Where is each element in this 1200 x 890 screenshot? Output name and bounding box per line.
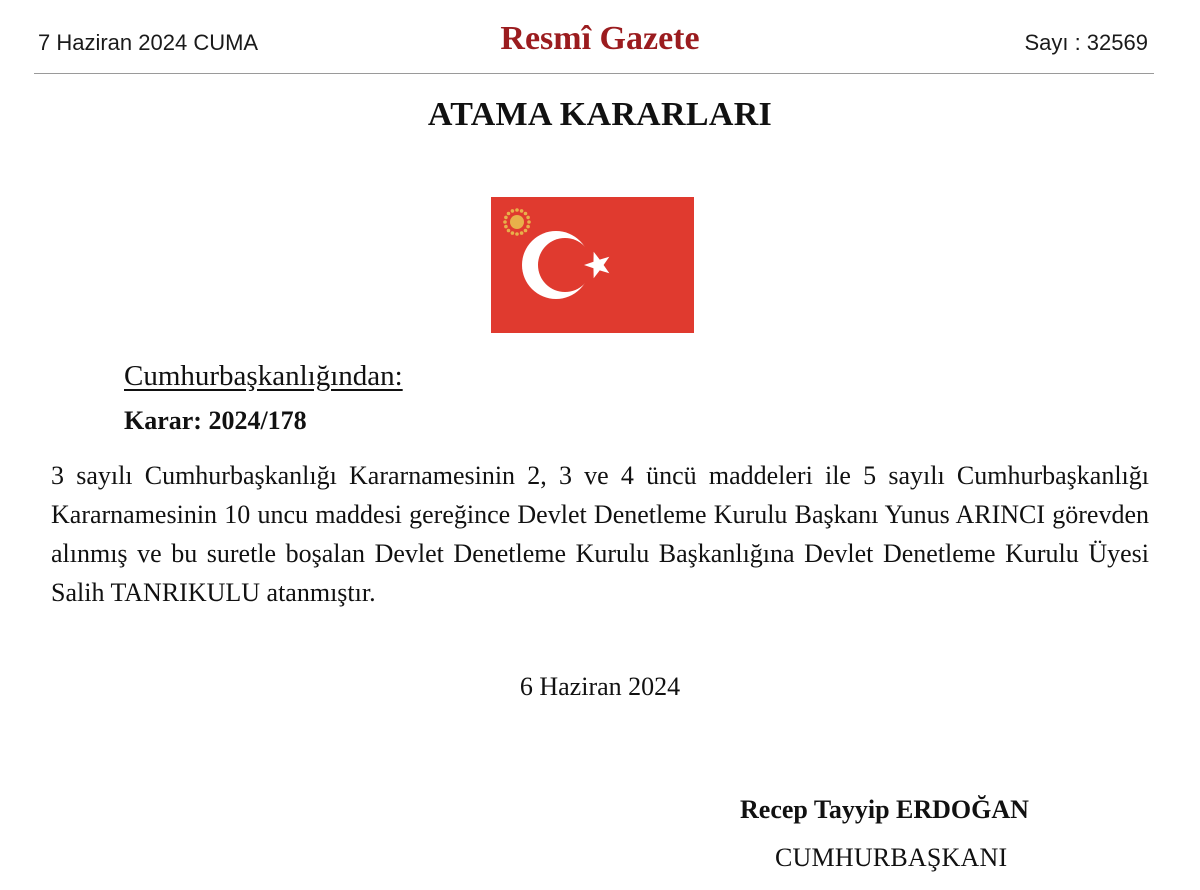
turkish-flag-icon xyxy=(491,197,694,333)
emblem-ray xyxy=(527,220,531,224)
header-divider xyxy=(34,73,1154,74)
emblem-ray xyxy=(507,229,511,233)
document-heading: ATAMA KARARLARI xyxy=(427,96,773,133)
emblem-ray xyxy=(507,212,511,216)
emblem-core xyxy=(510,215,524,229)
emblem-ray xyxy=(526,225,530,229)
emblem-ray xyxy=(511,231,515,235)
header-date: 7 Haziran 2024 CUMA xyxy=(38,30,259,55)
decision-body: 3 sayılı Cumhurbaşkanlığı Kararnamesinin 2, 3 ve 4 üncü maddeleri ile 5 sayılı Cumhurbaşkanlığı Kararnamesinin 10 uncu maddesi gereğince Devlet Denetleme Kurulu Başkanı Yunus ARINCI görevden alınmış ve bu suretle boşalan Devlet Denetleme Kurulu Başkanlığına Devlet Denetleme Kurulu Üyesi Salih TANRIKULU atanmıştır. xyxy=(51,461,1149,607)
emblem-ray xyxy=(520,231,524,235)
decision-number: Karar: 2024/178 xyxy=(124,406,307,435)
emblem-ray xyxy=(524,212,528,216)
issue-number: Sayı : 32569 xyxy=(1024,30,1148,55)
publication-title: Resmî Gazete xyxy=(500,20,700,57)
emblem-ray xyxy=(504,216,508,220)
emblem-ray xyxy=(504,225,508,229)
emblem-ray xyxy=(511,209,515,213)
emblem-ray xyxy=(503,220,507,224)
emblem-ray xyxy=(520,209,524,213)
emblem-ray xyxy=(526,216,530,220)
signer-name: Recep Tayyip ERDOĞAN xyxy=(740,795,1029,824)
emblem-ray xyxy=(515,208,519,212)
signer-title: CUMHURBAŞKANI xyxy=(775,843,1008,872)
issuer: Cumhurbaşkanlığından: xyxy=(124,360,403,392)
emblem-ray xyxy=(515,232,519,236)
emblem-ray xyxy=(524,229,528,233)
decision-date: 6 Haziran 2024 xyxy=(519,672,681,701)
crescent-inner xyxy=(538,238,592,292)
